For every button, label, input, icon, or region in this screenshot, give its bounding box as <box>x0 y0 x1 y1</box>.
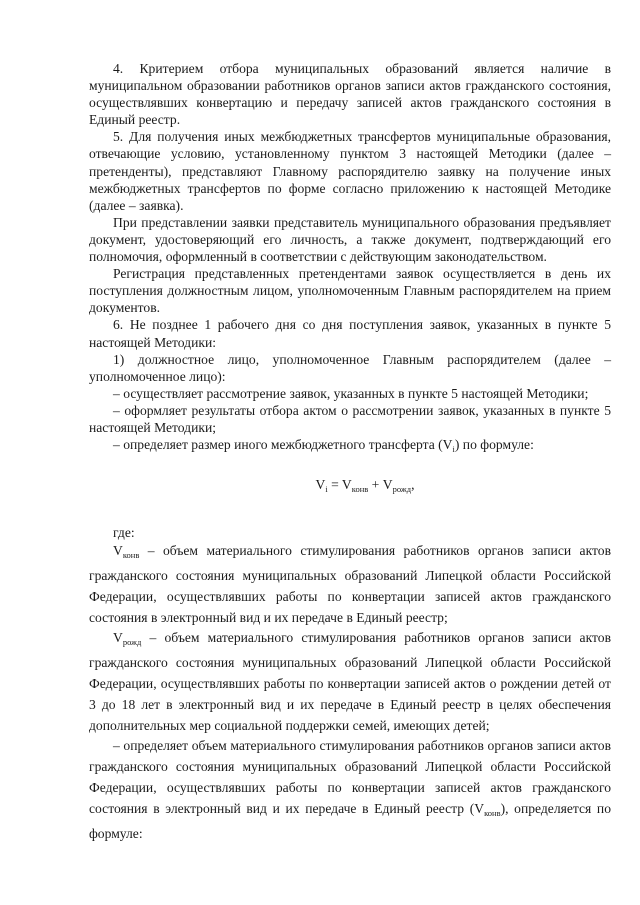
document-body <box>89 60 611 844</box>
determine-subscript: i <box>452 444 455 455</box>
paragraph-representative: При представлении заявки представитель муниципального образования предъявляет документ, удостоверяющий его личность, а также документ, подтверждающий его полномочия, оформленный в соответствии с действующим законодательством. <box>89 214 611 265</box>
paragraph-criterion: 4. Критерием отбора муниципальных образований является наличие в муниципальном образовании работников органов записи актов гражданского состояния, осуществлявших конвертацию и передачу записей актов гражданского состояния в Единый реестр. <box>89 61 611 128</box>
last-sub: конв <box>484 807 501 818</box>
formula <box>89 476 611 524</box>
formula-lhs-sub: i <box>325 484 328 495</box>
vrozhd-sub: рожд <box>122 637 142 648</box>
formula-plus: + V <box>368 477 393 493</box>
last-suffix: ), определяется по формуле: <box>89 800 611 841</box>
determine-suffix: ) по формуле: <box>454 437 534 453</box>
vkonv-sub: конв <box>122 550 140 561</box>
formula-lhs: V <box>315 477 326 493</box>
formula-end: , <box>411 477 415 493</box>
paragraph-registration: Регистрация представленных претендентами заявок осуществляется в день их поступления должностным лицом, уполномоченным Главным распорядителем на прием документов. <box>89 266 611 316</box>
definition-vrozhd <box>89 628 611 736</box>
formula-term2-sub: рожд <box>392 484 412 495</box>
formula-term1-sub: конв <box>351 484 369 495</box>
last-text: – определяет объем материального стимулирования работников органов записи актов гражданского состояния муниципальных образований Липецкой области Российской Федерации, осуществлявших работы по конвертации записей актов гражданского состояния в электронный вид и их передаче в Единый реестр (V <box>89 738 611 816</box>
paragraph-determine-volume <box>89 736 611 844</box>
paragraph-item-6: 6. Не позднее 1 рабочего дня со дня поступления заявок, указанных в пункте 5 настоящей Методики: <box>89 317 611 350</box>
paragraph-authorized-person: 1) должностное лицо, уполномоченное Главным распорядителем (далее – уполномоченное лицо): <box>89 351 611 384</box>
formula-eq: = V <box>327 477 352 493</box>
paragraph-application: 5. Для получения иных межбюджетных трансфертов муниципальные образования, отвечающие условию, установленному пунктом 3 настоящей Методики (далее – претенденты), представляют Главному распорядителю заявку на получение иных межбюджетных трансфертов по форме согласно приложению к настоящей Методике (далее – заявка). <box>89 129 611 213</box>
vkonv-text: – объем материального стимулирования работников органов записи актов гражданского состояния муниципальных образований Липецкой области Российской Федерации, осуществлявших работы по конвертации записей актов гражданского состояния в электронный вид и их передаче в Единый реестр; <box>89 543 611 625</box>
vkonv-symbol: V <box>113 543 123 559</box>
where-label: где: <box>113 525 135 541</box>
paragraph-determine <box>89 436 611 458</box>
determine-prefix: – определяет размер иного межбюджетного трансферта (V <box>113 437 453 453</box>
vrozhd-symbol: V <box>113 630 123 646</box>
vrozhd-text: – объем материального стимулирования работников органов записи актов гражданского состояния муниципальных образований Липецкой области Российской Федерации, осуществлявших работы по конвертации записей актов о рождении детей от 3 до 18 лет в электронный вид и их передаче в Единый реестр в целях обеспечения дополнительных мер социальной поддержки семей, имеющих детей; <box>89 630 611 733</box>
definition-vkonv <box>89 541 611 628</box>
paragraph-formalize: – оформляет результаты отбора актом о рассмотрении заявок, указанных в пункте 5 настоящей Методики; <box>89 402 611 435</box>
paragraph-review: – осуществляет рассмотрение заявок, указанных в пункте 5 настоящей Методики; <box>113 385 589 401</box>
